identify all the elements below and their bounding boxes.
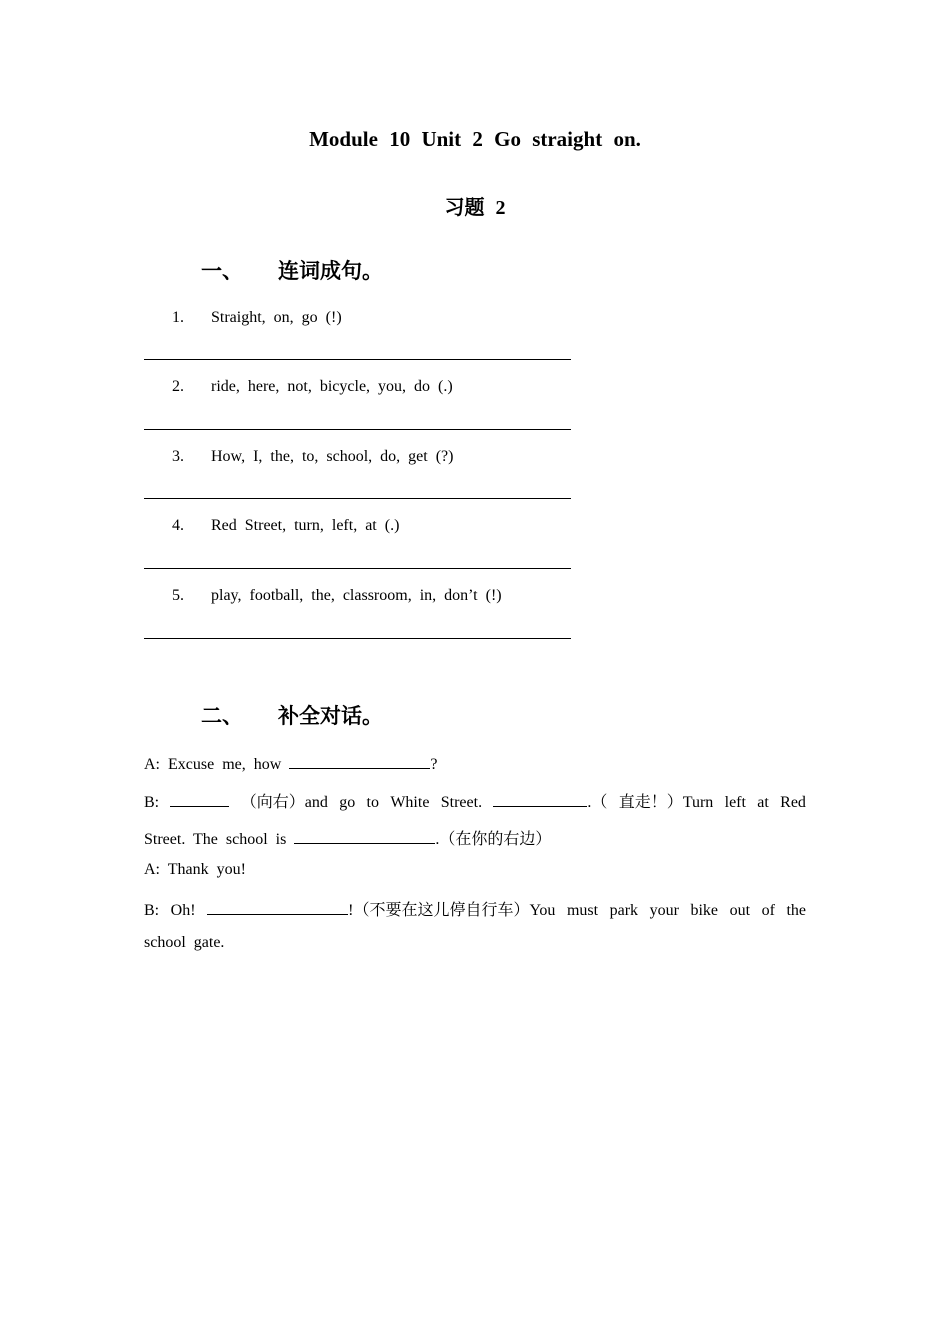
word-out: out [729, 902, 751, 919]
question-1-number: 1. [172, 309, 184, 326]
word-must: must [566, 902, 599, 919]
word-go: go [339, 794, 356, 811]
speaker-b-2: B: [144, 902, 160, 919]
section-1-title: 连词成句。 [278, 259, 383, 283]
dialog-line-1 [144, 754, 437, 774]
document-title: Module 10 Unit 2 Go straight on. [309, 127, 641, 151]
question-2-number: 2. [172, 378, 184, 395]
question-5-number: 5. [172, 587, 184, 604]
question-3-text: How, I, the, to, school, do, get (?) [211, 448, 454, 465]
hint-open: .（ [587, 794, 608, 811]
blank-no-parking-group [207, 897, 555, 920]
question-5-text: play, football, the, classroom, in, don’t (!) [211, 587, 502, 604]
hint-on-your-right: .（在你的右边） [435, 831, 552, 848]
dialog-line-1-end: ? [430, 756, 438, 773]
answer-line-1[interactable] [144, 359, 571, 360]
word-white: White [390, 794, 430, 811]
dialog-line-5 [144, 897, 806, 920]
question-4-text: Red Street, turn, left, at (.) [211, 517, 400, 534]
speaker-b: B: [144, 794, 160, 811]
blank-on-your-right[interactable] [294, 829, 435, 844]
word-bike: bike [690, 902, 719, 919]
dialog-line-3 [144, 826, 551, 849]
dialog-line-6: school gate. [144, 934, 225, 951]
dialog-line-3-text: Street. The school is [144, 831, 287, 848]
section-1-number: 一、 [201, 259, 243, 283]
word-at: at [757, 794, 769, 811]
hint-no-parking: !（不要在这儿停自行车）You [348, 902, 556, 919]
answer-line-3[interactable] [144, 498, 571, 499]
word-the: the [786, 902, 806, 919]
answer-line-4[interactable] [144, 568, 571, 569]
blank-go-straight[interactable] [493, 792, 587, 807]
word-red: Red [780, 794, 806, 811]
word-of: of [761, 902, 775, 919]
dialog-line-4: A: Thank you! [144, 861, 246, 878]
section-2-number: 二、 [201, 704, 243, 728]
question-2-text: ride, here, not, bicycle, you, do (.) [211, 378, 453, 395]
question-1-text: Straight, on, go (!) [211, 309, 342, 326]
dialog-line-2 [144, 789, 806, 812]
word-to: to [366, 794, 379, 811]
answer-line-5[interactable] [144, 638, 571, 639]
word-oh: Oh! [170, 902, 196, 919]
word-left: left [724, 794, 746, 811]
word-your: your [649, 902, 679, 919]
section-2-title: 补全对话。 [278, 704, 383, 728]
hint-go-straight: 直走！）Turn [618, 794, 714, 811]
blank-how[interactable] [289, 754, 430, 769]
answer-line-2[interactable] [144, 429, 571, 430]
word-park: park [609, 902, 639, 919]
blank-no-parking[interactable] [207, 900, 348, 915]
question-4-number: 4. [172, 517, 184, 534]
blank-turn-right[interactable] [170, 792, 229, 807]
document-subtitle: 习题 2 [444, 197, 506, 219]
word-street: Street. [440, 794, 483, 811]
blank-go-straight-group [493, 789, 607, 812]
hint-turn-right: （向右）and [240, 794, 328, 811]
section-2-heading [201, 700, 383, 730]
section-1-heading [201, 255, 383, 285]
question-3-number: 3. [172, 448, 184, 465]
dialog-line-1-text: A: Excuse me, how [144, 756, 282, 773]
